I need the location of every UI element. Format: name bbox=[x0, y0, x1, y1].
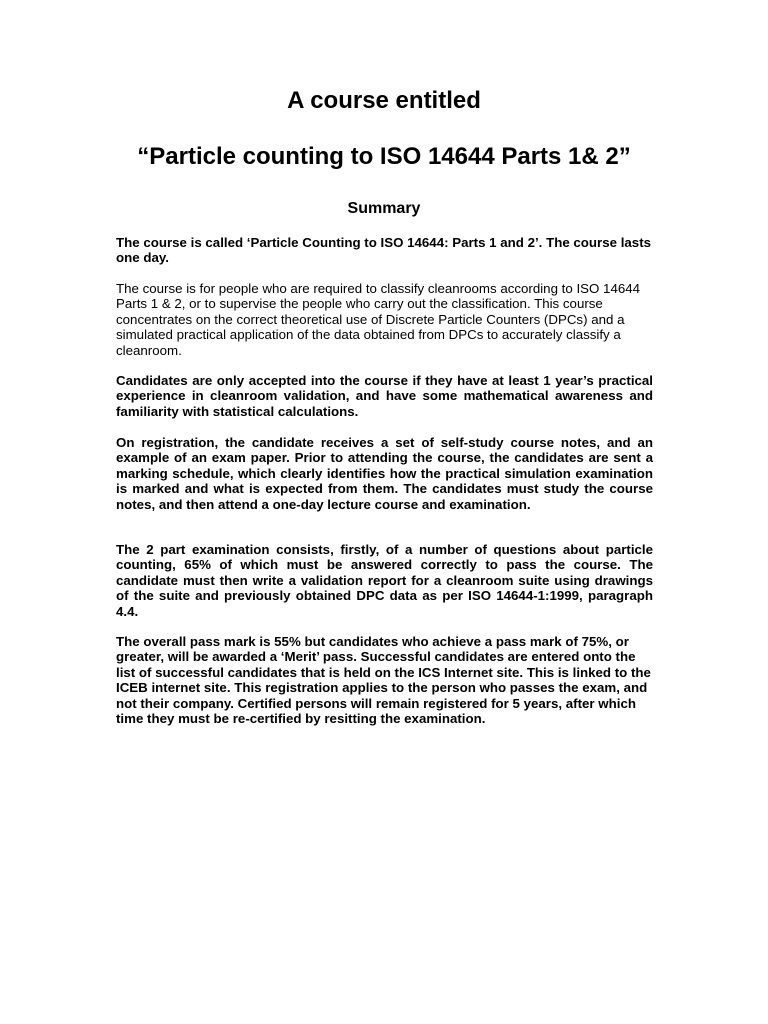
paragraph-course-name: The course is called ‘Particle Counting to ISO 14644: Parts 1 and 2’. The course lasts one day. bbox=[116, 235, 652, 266]
title-line-1: A course entitled bbox=[287, 87, 481, 114]
title-line-2: “Particle counting to ISO 14644 Parts 1& 2” bbox=[137, 143, 631, 170]
summary-heading: Summary bbox=[347, 200, 421, 217]
paragraph-prerequisites: Candidates are only accepted into the course if they have at least 1 year’s practical experience in cleanroom validation, and have some mathematical awareness and familiarity with statistical calculations. bbox=[116, 373, 653, 419]
paragraph-pass-mark: The overall pass mark is 55% but candidates who achieve a pass mark of 75%, or greater, will be awarded a ‘Merit’ pass. Successful candidates are entered onto the list of successful candidates that is held on the ICS Internet site. This is linked to the ICEB internet site. This registration applies to the person who passes the exam, and not their company. Certified persons will remain registered for 5 years, after which time they must be re-certified by resitting the examination. bbox=[116, 634, 651, 727]
paragraph-examination: The 2 part examination consists, firstly, of a number of questions about particle counting, 65% of which must be answered correctly to pass the course. The candidate must then write a validation report for a cleanroom suite using drawings of the suite and previously obtained DPC data as per ISO 14644-1:1999, paragraph 4.4. bbox=[116, 542, 653, 619]
paragraph-registration: On registration, the candidate receives a set of self-study course notes, and an example of an exam paper. Prior to attending the course, the candidates are sent a marking schedule, which clearly identifies how the practical simulation examination is marked and what is expected from them. The candidates must study the course notes, and then attend a one-day lecture course and examination. bbox=[116, 435, 653, 512]
paragraph-audience: The course is for people who are required to classify cleanrooms according to ISO 14644 Parts 1 & 2, or to supervise the people who carry out the classification. This course concentrates on the correct theoretical use of Discrete Particle Counters (DPCs) and a simulated practical application of the data obtained from DPCs to accurately classify a cleanroom. bbox=[116, 281, 641, 358]
